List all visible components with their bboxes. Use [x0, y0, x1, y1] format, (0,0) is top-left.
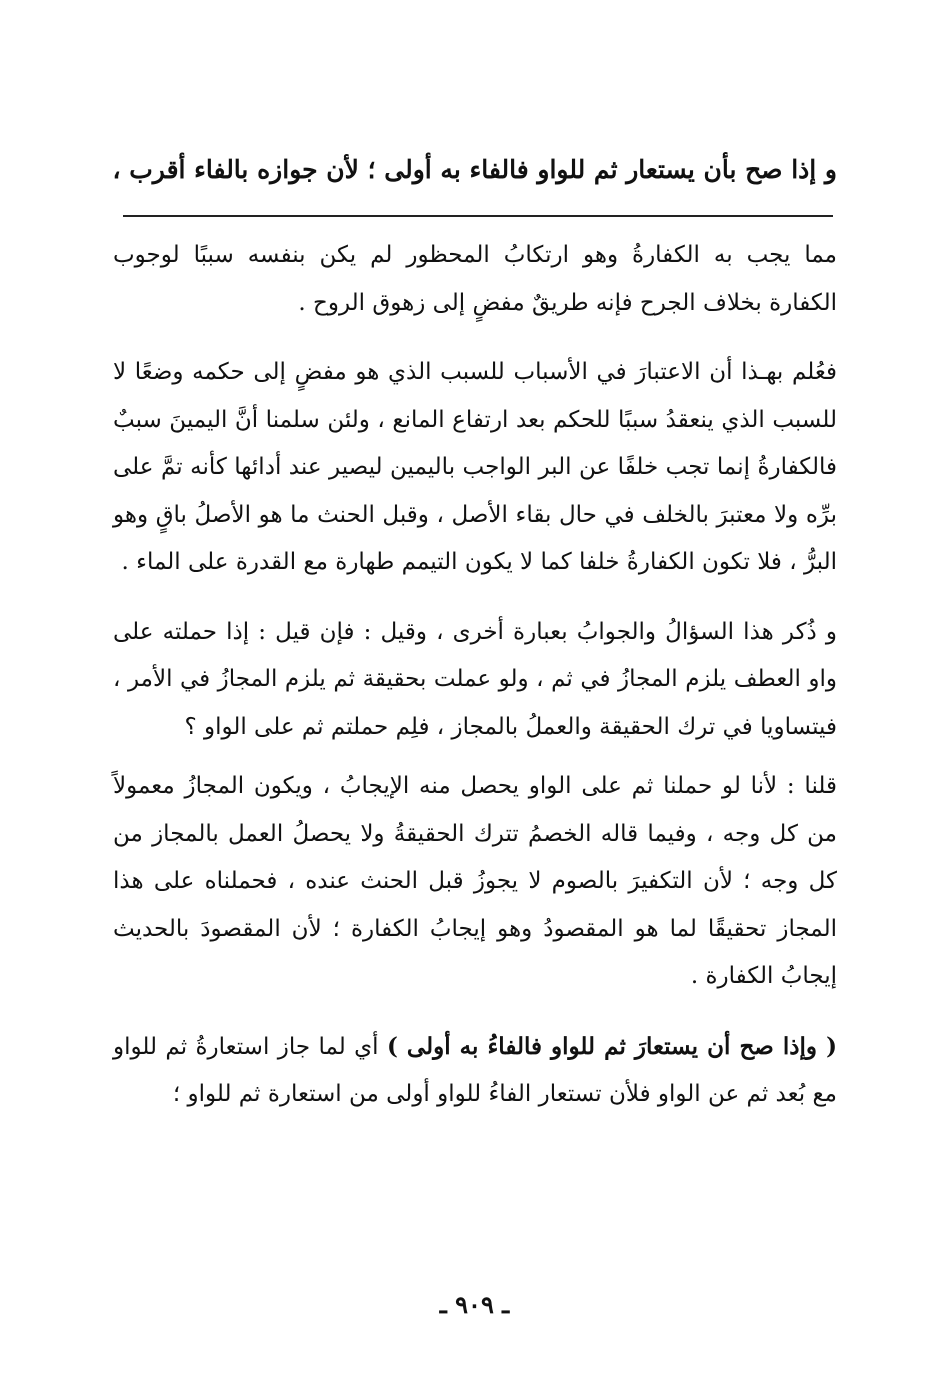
commentary-body: [113, 232, 837, 1119]
matn-line: و إذا صح بأن يستعار ثم للواو فالفاء به أولى ؛ لأن جوازه بالفاء أقرب ،: [112, 155, 837, 184]
paragraph-5: [113, 1023, 837, 1119]
paragraph-1: مما يجب به الكفارةُ وهو ارتكابُ المحظور لم يكن بنفسه سببًا لوجوب الكفارة بخلاف الجرح فإنه طريقٌ مفضٍ إلى زهوق الروح .: [113, 242, 837, 316]
paragraph-3: و ذُكر هذا السؤالُ والجوابُ بعبارة أخرى ، وقيل : فإن قيل : إذا حملته على واو العطف يلزم المجازُ في ثم ، ولو عملت بحقيقة ثم يلزم المجازُ في الأمر ، فيتساويا في ترك الحقيقة والعملُ بالمجاز ، فلِم حملتم ثم على الواو ؟: [113, 618, 837, 740]
page-number: ـ ٩٠٩ ـ: [439, 1290, 510, 1319]
paragraph-4: قلنا : لأنا لو حملنا ثم على الواو يحصل منه الإيجابُ ، ويكون المجازُ معمولاً من كل وجه ، وفيما قاله الخصمُ تترك الحقيقةُ ولا يحصلُ العمل بالمجاز من كل وجه ؛ لأن التكفيرَ بالصوم لا يجوزُ قبل الحنث عنده ، فحملناه على هذا المجاز تحقيقًا لما هو المقصودُ وهو إيجابُ الكفارة ؛ لأن المقصودَ بالحديث إيجابُ الكفارة .: [113, 773, 837, 989]
paragraph-5-text: أي لما جاز استعارةُ ثم للواو مع بُعد ثم عن الواو فلأن تستعار الفاءُ للواو أولى من استعارة ثم للواو ؛: [113, 1033, 837, 1107]
separator-rule: [123, 215, 833, 217]
matn-quote: ( وإذا صح أن يستعارَ ثم للواو فالفاءُ به أولى ): [386, 1032, 838, 1060]
paragraph-2: فعُلم بهـذا أن الاعتبارَ في الأسباب للسبب الذي هو مفضٍ إلى حكمه وضعًا لا للسبب الذي ينعقدُ سببًا للحكم بعد ارتفاع المانع ، ولئن سلمنا أنَّ اليمينَ سببٌ فالكفارةُ إنما تجب خلفًا عن البر الواجب باليمين ليصير عند أدائها كأنه تمَّ على برِّه ولا معتبرَ بالخلف في حال بقاء الأصل ، وقبل الحنث ما هو الأصلُ باقٍ وهو البرُّ ، فلا تكون الكفارةُ خلفا كما لا يكون التيمم طهارة مع القدرة على الماء .: [113, 359, 837, 575]
